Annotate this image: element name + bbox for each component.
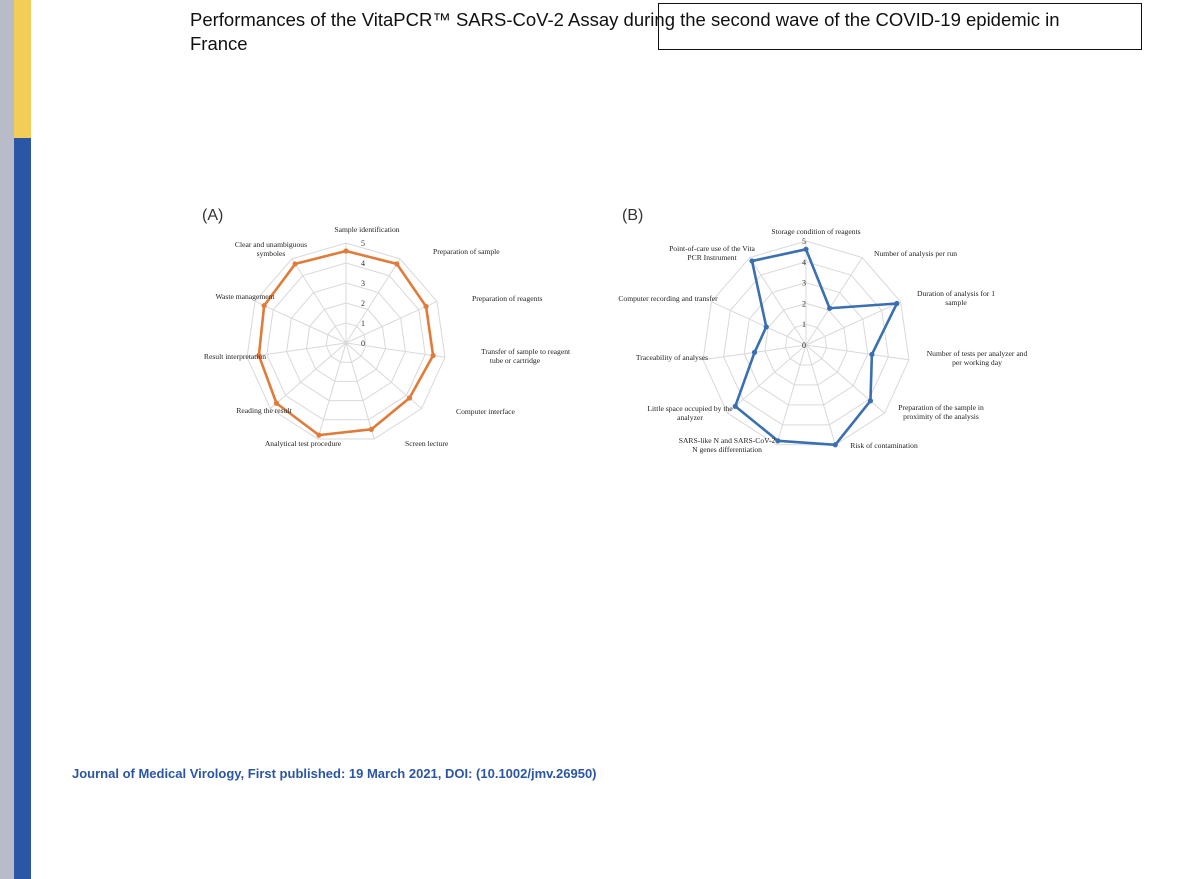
axis-label: Screen lecture (405, 439, 449, 448)
data-point (423, 304, 428, 309)
tick-label: 2 (802, 299, 806, 309)
axis-label: proximity of the analysis (903, 412, 979, 421)
data-point (316, 433, 321, 438)
tick-label: 1 (802, 320, 806, 330)
axis-label: Preparation of the sample in (898, 403, 984, 412)
panel-label: (A) (202, 207, 224, 224)
axis-label: Waste management (215, 292, 275, 301)
axis-label: PCR Instrument (687, 253, 737, 262)
axis-label: Point-of-care use of the Vita (669, 244, 755, 253)
axis-label: Transfer of sample to reagent (481, 347, 571, 356)
tick-label: 3 (361, 279, 365, 288)
axis-label: Preparation of sample (433, 247, 500, 256)
data-point (749, 258, 754, 263)
tick-label: 0 (361, 339, 365, 348)
data-point (431, 353, 436, 358)
axis-label: Result interpretation (203, 352, 267, 361)
data-point (775, 438, 780, 443)
data-point (869, 352, 874, 357)
slide-title: Performances of the VitaPCR™ SARS-CoV-2 Assay during the second wave of the COVID-19 epidemic in France (190, 9, 1060, 54)
data-point (803, 247, 808, 252)
citation-text: Journal of Medical Virology, First published: 19 March 2021, DOI: (10.1002/jmv.26950) (72, 766, 597, 781)
axis-label: Preparation of reagents (472, 294, 543, 303)
panel-label: (B) (622, 207, 644, 224)
axis-label: Storage condition of reagents (771, 227, 861, 236)
tick-label: 2 (361, 299, 365, 308)
axis-label: Little space occupied by the (647, 404, 733, 413)
axis-label: Computer recording and transfer (618, 294, 718, 303)
axis-label: tube or cartridge (489, 356, 541, 365)
axis-label: Computer interface (456, 407, 515, 416)
data-point (394, 261, 399, 266)
grid-spoke (806, 345, 909, 360)
axis-label: analyzer (677, 413, 703, 422)
axis-label: SARS-like N and SARS-CoV-2 (678, 436, 776, 445)
data-point (293, 261, 298, 266)
radar-chart-b (618, 207, 1027, 454)
axis-label: Clear and unambiguous (234, 240, 308, 249)
grid-spoke (318, 343, 346, 439)
tick-label: 4 (802, 257, 806, 267)
tick-label: 5 (802, 237, 806, 246)
tick-label: 0 (802, 341, 806, 350)
tick-label: 3 (802, 278, 806, 288)
axis-label: Number of analysis per run (874, 249, 958, 258)
tick-label: 4 (361, 259, 365, 268)
tick-label: 1 (361, 319, 365, 328)
axis-label: N genes differentiation (692, 445, 762, 454)
data-point (752, 350, 757, 355)
data-point (764, 324, 769, 329)
series-line (735, 249, 897, 444)
axis-label: per working day (952, 358, 1002, 367)
axis-label: Risk of contamination (850, 441, 918, 450)
tick-label: 5 (361, 239, 365, 248)
axis-label: Duration of analysis for 1 (916, 289, 996, 298)
axis-label: sample (945, 298, 967, 307)
data-point (894, 301, 899, 306)
data-point (369, 427, 374, 432)
axis-label: Number of tests per analyzer and (926, 349, 1028, 358)
grid-spoke (777, 345, 806, 445)
data-point (407, 395, 412, 400)
axis-label: symboles (256, 249, 286, 258)
data-point (833, 442, 838, 447)
data-point (827, 306, 832, 311)
data-point (262, 303, 267, 308)
data-point (343, 248, 348, 253)
axis-label: Sample identification (334, 225, 400, 234)
axis-label: Analytical test procedure (264, 439, 342, 448)
grid-spoke (806, 345, 835, 445)
axis-label: Reading the result (236, 406, 292, 415)
data-point (733, 404, 738, 409)
grid-spoke (346, 343, 374, 439)
radar-chart-a (202, 207, 571, 448)
data-point (868, 398, 873, 403)
axis-label: Traceability of analyses (635, 353, 709, 362)
